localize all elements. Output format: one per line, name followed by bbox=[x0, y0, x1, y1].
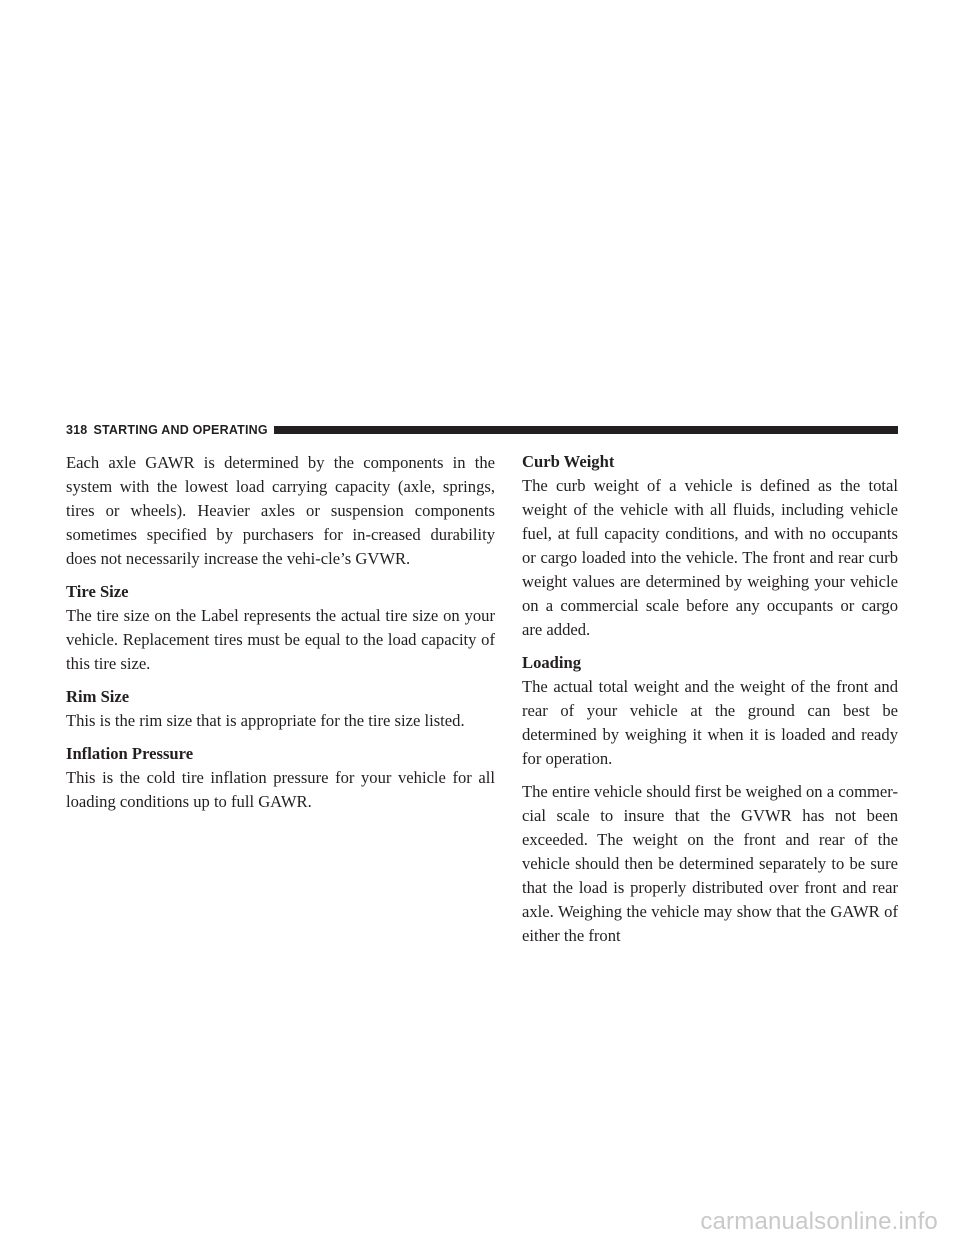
curb-weight-paragraph: The curb weight of a vehicle is defined as the total weight of the vehicle with all fluids, including vehicle fuel, at full capacity conditions, and with no occupants or cargo loaded into the vehicle. The front and rear curb weight values are determined by weighing your vehicle on a commercial scale before any occupants or cargo are added. bbox=[522, 476, 898, 639]
right-column bbox=[522, 450, 898, 957]
loading-heading: Loading bbox=[522, 653, 582, 672]
rim-size-paragraph: This is the rim size that is appropriate for the tire size listed. bbox=[66, 711, 465, 730]
loading-paragraph-2: The entire vehicle should first be weighed on a commer-cial scale to insure that the GVWR has not been exceeded. The weight on the front and rear of the vehicle should then be determined separately to be sure that the load is properly distributed over front and rear axle. Weighing the vehicle may show that the GAWR of either the front bbox=[522, 782, 898, 945]
left-column bbox=[66, 451, 495, 823]
page-number: 318 bbox=[66, 423, 88, 437]
loading-paragraph-1: The actual total weight and the weight of the front and rear of your vehicle at the ground can best be determined by weighing it when it is loaded and ready for operation. bbox=[522, 677, 898, 768]
header-rule bbox=[274, 426, 898, 434]
tire-size-heading: Tire Size bbox=[66, 582, 129, 601]
page-header bbox=[66, 421, 898, 439]
axle-gawr-paragraph: Each axle GAWR is determined by the components in the system with the lowest load carrying capacity (axle, springs, tires or wheels). Heavier axles or suspension components sometimes specified by purchasers for in-creased durability does not necessarily increase the vehi-cle’s GVWR. bbox=[66, 453, 495, 568]
section-title: STARTING AND OPERATING bbox=[93, 423, 268, 437]
curb-weight-heading: Curb Weight bbox=[522, 452, 615, 471]
rim-size-heading: Rim Size bbox=[66, 687, 130, 706]
inflation-pressure-heading: Inflation Pressure bbox=[66, 744, 194, 763]
inflation-pressure-paragraph: This is the cold tire inflation pressure for your vehicle for all loading conditions up to full GAWR. bbox=[66, 768, 495, 811]
tire-size-paragraph: The tire size on the Label represents the actual tire size on your vehicle. Replacement tires must be equal to the load capacity of this tire size. bbox=[66, 606, 495, 673]
site-watermark: carmanualsonline.info bbox=[700, 1208, 938, 1235]
